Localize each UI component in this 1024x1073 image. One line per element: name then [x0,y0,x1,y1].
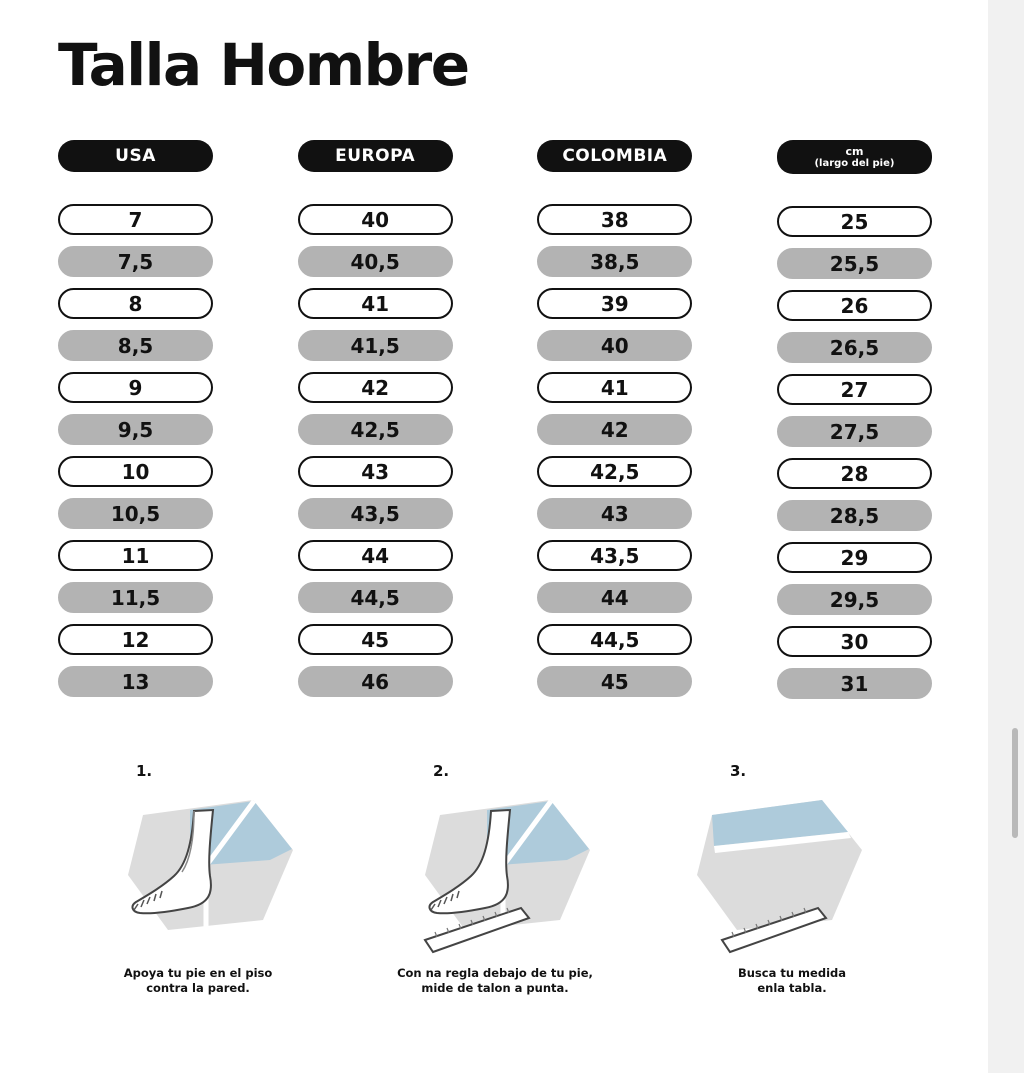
step-2 [355,762,635,996]
table-cell: 28,5 [777,500,932,531]
table-cell: 7 [58,204,213,235]
scrollbar-gutter[interactable] [988,0,1024,1073]
table-cell: 38,5 [537,246,692,277]
table-cell: 39 [537,288,692,319]
table-cell: 44 [298,540,453,571]
column-header-europa: EUROPA [298,140,453,172]
step-1-caption [58,966,338,996]
step-2-caption-line1: Con na regla debajo de tu pie, [397,966,593,980]
column-header-usa: USA [58,140,213,172]
table-cell: 25,5 [777,248,932,279]
size-table [58,140,932,710]
column-cells-usa [58,204,213,697]
table-cell: 43,5 [537,540,692,571]
table-cell: 40,5 [298,246,453,277]
table-cell: 8 [58,288,213,319]
step-1-caption-line2: contra la pared. [146,981,250,995]
step-3-illustration [652,780,932,960]
table-cell: 29,5 [777,584,932,615]
table-cell: 8,5 [58,330,213,361]
table-cell: 10 [58,456,213,487]
table-cell: 38 [537,204,692,235]
table-cell: 44,5 [537,624,692,655]
table-cell: 30 [777,626,932,657]
column-header-cm-sub: (largo del pie) [814,158,895,169]
table-cell: 29 [777,542,932,573]
ruler-on-chart-icon [652,780,932,960]
step-2-caption [355,966,635,996]
step-2-illustration [355,780,635,960]
table-cell: 41,5 [298,330,453,361]
step-number: 3. [730,762,747,780]
table-cell: 11,5 [58,582,213,613]
step-1-illustration [58,780,338,960]
table-cell: 25 [777,206,932,237]
table-cell: 9,5 [58,414,213,445]
table-column-cm [777,140,932,710]
table-cell: 44 [537,582,692,613]
table-cell: 45 [537,666,692,697]
table-cell: 44,5 [298,582,453,613]
step-number: 2. [433,762,450,780]
table-column-usa [58,140,213,710]
table-cell: 42,5 [537,456,692,487]
table-cell: 43,5 [298,498,453,529]
table-cell: 28 [777,458,932,489]
foot-with-ruler-icon [355,780,635,960]
column-cells-colombia [537,204,692,697]
table-cell: 11 [58,540,213,571]
table-cell: 31 [777,668,932,699]
table-column-europa [298,140,453,710]
table-cell: 27 [777,374,932,405]
table-cell: 41 [537,372,692,403]
table-cell: 40 [298,204,453,235]
table-cell: 26,5 [777,332,932,363]
step-3-caption [652,966,932,996]
measure-steps [58,762,932,996]
table-cell: 7,5 [58,246,213,277]
foot-against-wall-icon [58,780,338,960]
table-cell: 41 [298,288,453,319]
column-header-colombia: COLOMBIA [537,140,692,172]
page-title: Talla Hombre [58,31,469,99]
table-cell: 10,5 [58,498,213,529]
table-cell: 40 [537,330,692,361]
table-cell: 9 [58,372,213,403]
table-column-colombia [537,140,692,710]
table-cell: 27,5 [777,416,932,447]
table-cell: 45 [298,624,453,655]
step-3 [652,762,932,996]
table-cell: 43 [298,456,453,487]
column-header-cm-main: cm [845,145,864,158]
table-cell: 46 [298,666,453,697]
column-cells-europa [298,204,453,697]
table-cell: 12 [58,624,213,655]
column-header-cm [777,140,932,174]
table-cell: 43 [537,498,692,529]
step-1-caption-line1: Apoya tu pie en el piso [123,966,273,980]
step-3-caption-line2: enla tabla. [757,981,827,995]
table-cell: 26 [777,290,932,321]
table-cell: 42 [537,414,692,445]
table-cell: 13 [58,666,213,697]
step-number: 1. [136,762,153,780]
table-cell: 42 [298,372,453,403]
scrollbar-thumb[interactable] [1012,728,1018,838]
table-cell: 42,5 [298,414,453,445]
step-3-caption-line1: Busca tu medida [737,966,846,980]
step-2-caption-line2: mide de talon a punta. [421,981,569,995]
column-cells-cm [777,206,932,699]
step-1 [58,762,338,996]
